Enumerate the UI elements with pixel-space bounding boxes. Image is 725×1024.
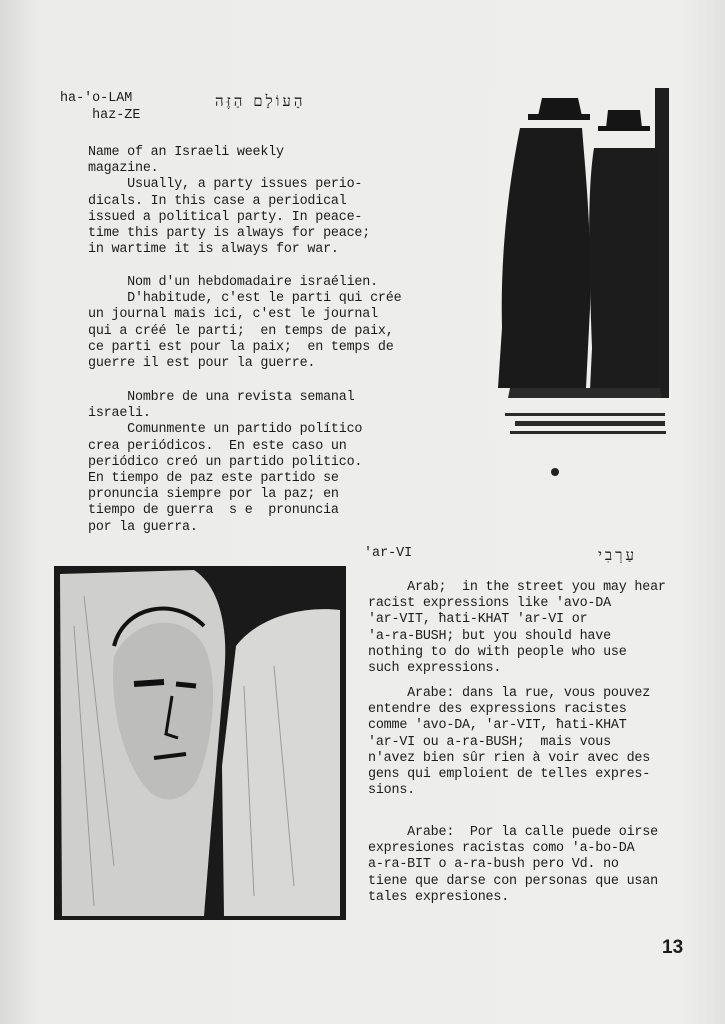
entry-term-haolam-hazze: ha-'o-LAM haz-ZE	[60, 91, 141, 123]
entry1-spanish-text: Nombre de una revista semanal israeli. Comunmente un partido político crea periódicos. En este caso un periódico creó un partido politico. En tiempo de paz este partido se pronuncia siempre por la paz; en tiempo de guerra s e pronuncia por la guerra.	[88, 390, 363, 535]
entry1-english-text: Name of an Israeli weekly magazine. Usually, a party issues perio- dicals. In this case a periodical issued a political party. In peace- time this party is always for peace; in wartime it is always for war.	[88, 145, 371, 258]
woman-face-illustration	[54, 566, 346, 920]
entry-term-arvi: 'ar-VI	[364, 546, 413, 561]
entry-hebrew-haolam-hazze: הָעוֹלָם הַזֶּה	[215, 92, 306, 110]
entry2-french-text: Arabe: dans la rue, vous pouvez entendre des expressions racistes comme 'avo-DA, 'ar-VIT, ħati-KHAT 'ar-VI ou a-ra-BUSH; mais vous n'avez bien sûr rien à voir avec des gens qui emploient de telles expres- sions.	[368, 686, 651, 799]
entry-hebrew-arvi: עַרְבִי	[598, 546, 638, 564]
page-number: 13	[662, 937, 684, 958]
entry2-english-text: Arab; in the street you may hear racist expressions like 'avo-DA 'ar-VIT, ħati-KHAT 'ar-VI or 'a-ra-BUSH; but you should have nothing to do with people who use such expressions.	[368, 580, 666, 677]
decorative-dot	[551, 468, 559, 476]
two-men-illustration	[490, 88, 670, 440]
entry2-spanish-text: Arabe: Por la calle puede oirse expresiones racistas como 'a-bo-DA a-ra-BIT o a-ra-bush pero Vd. no tiene que darse con personas que usan tales expresiones.	[368, 825, 658, 905]
entry1-french-text: Nom d'un hebdomadaire israélien. D'habitude, c'est le parti qui crée un journal mais ici, c'est le journal qui a créé le parti; en temps de paix, ce parti est pour la paix; en temps de guerre il est pour la guerre.	[88, 275, 402, 372]
